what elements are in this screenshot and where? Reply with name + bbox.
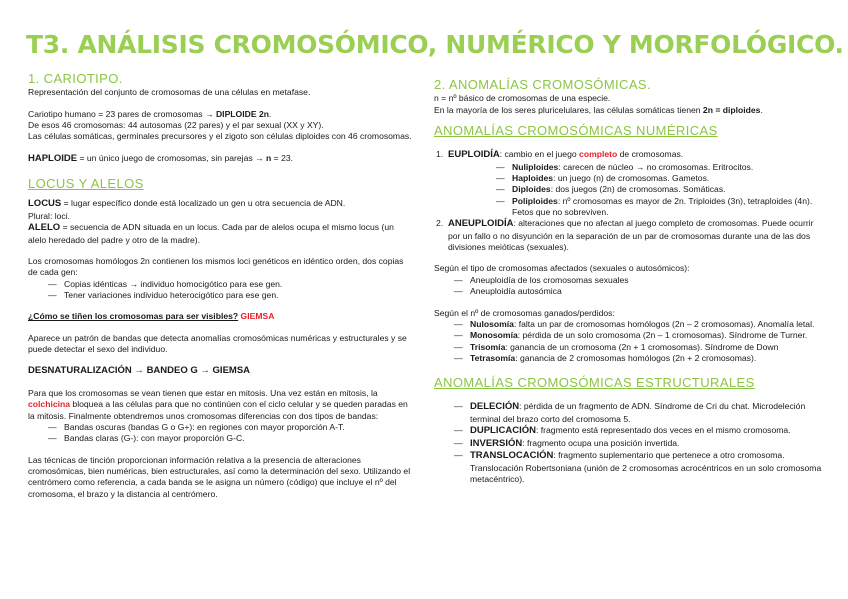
cariotipo-definition: Representación del conjunto de cromosomas de una células en metafase. <box>28 87 311 98</box>
tipo-list <box>454 275 826 298</box>
num-cromosomas-list <box>454 319 826 364</box>
cromosomas-line: De esos 46 cromosomas: 44 autosomas (22 pares) y el par sexual (XX y XY). <box>28 119 324 130</box>
list-item: — Trisomía: ganancia de un cromosoma (2n + 1 cromosomas). Síndrome de Down <box>454 342 826 353</box>
cariotipo-heading: 1. CARIOTIPO. <box>28 71 123 86</box>
list-item: 2. ANEUPLOIDÍA: alteraciones que no afectan al juego completo de cromosomas. Puede ocurrir por un fallo o no disyunción en la separación de un par de cromosomas durante una de las dos divisiones meióticas (sexuales). <box>436 218 814 253</box>
cariotipo-humano: Cariotipo humano = 23 pares de cromosomas → DIPLOIDE 2n. <box>28 108 272 119</box>
desnaturalizacion-line: DESNATURALIZACIÓN → BANDEO G → GIEMSA <box>28 365 251 377</box>
euploidia-term: EUPLOIDÍA <box>448 149 500 160</box>
list-item: — Tetrasomía: ganancia de 2 cromosomas homólogos (2n + 2 cromosomas). <box>454 353 826 364</box>
list-item: — Nuliploides: carecen de núcleo → no cromosomas. Eritrocitos. <box>496 162 826 173</box>
list-item: — DELECIÓN: pérdida de un fragmento de ADN. Síndrome de Cri du chat. Microdeleción terminal del brazo corto del cromosoma 5. <box>454 401 826 425</box>
completo-highlight: completo <box>579 149 618 159</box>
numericas-list <box>436 149 826 253</box>
estructurales-heading: ANOMALÍAS CROMOSÓMICAS ESTRUCTURALES <box>434 375 755 391</box>
euploidia-sublist <box>496 162 826 219</box>
locus-term: LOCUS <box>28 198 62 210</box>
bandas-list <box>48 422 413 445</box>
list-item: — Tener variaciones individuo heterocigótico para ese gen. <box>48 290 413 301</box>
list-item: — Aneuploidía de los cromosomas sexuales <box>454 275 826 286</box>
numericas-heading: ANOMALÍAS CROMOSÓMICAS NUMÉRICAS <box>434 122 718 138</box>
left-column <box>28 70 413 500</box>
haploide-term: HAPLOIDE <box>28 152 78 164</box>
tecnicas-text: Las técnicas de tinción proporcionan información relativa a la presencia de alteraciones cromosómicas, bien numéricas, bien estructurales, así como la determinación del sexo. Utilizando el centrómero como referencia, a cada banda se le asigna un número (código) que incluye el nº del cromosoma, el brazo y la distancia al centrómero. <box>28 454 411 499</box>
colchicina-highlight: colchicina <box>28 399 71 410</box>
list-item: — Bandas claras (G-): con mayor proporción G-C. <box>48 433 413 444</box>
n-line: n = nº básico de cromosomas de una especie. <box>434 93 611 104</box>
giemsa-highlight: GIEMSA <box>240 311 275 322</box>
list-item: — Bandas oscuras (bandas G o G+): en regiones con mayor proporción A-T. <box>48 422 413 433</box>
homologos-list <box>48 279 413 302</box>
list-item: — TRANSLOCACIÓN: fragmento suplementario que pertenece a otro cromosoma. Translocación Robertsoniana (unión de 2 cromosomas acrocéntricos en un solo cromosoma metacéntrico). <box>454 450 826 485</box>
aneuploidia-term: ANEUPLOIDÍA <box>448 218 514 230</box>
celulas-line: Las células somáticas, germinales precursores y el zigoto son células diploides con 46 cromosomas. <box>28 131 412 142</box>
plural-line: Plural: loci. <box>28 210 71 221</box>
mitosis-text: Para que los cromosomas se vean tienen que estar en mitosis. Una vez están en mitosis, la colchicina bloquea a las células para que no continúen con el ciclo celular y se queden paradas en la mitosis. Finalmente obtendremos unos cromosomas diferencias con dos tipos de bandas: <box>28 387 408 421</box>
list-item: — Diploides: dos juegos (2n) de cromosomas. Somáticas. <box>496 184 826 195</box>
mayoria-line: En la mayoría de los seres pluricelulares, las células somáticas tienen 2n = diploides. <box>434 104 763 115</box>
list-item: — INVERSIÓN: fragmento ocupa una posición invertida. <box>454 438 826 451</box>
list-item: — DUPLICACIÓN: fragmento está representado dos veces en el mismo cromosoma. <box>454 425 826 438</box>
list-item: — Poliploides: nº cromosomas es mayor de 2n. Triploides (3n), tetraploides (4n). Fetos que no sobreviven. <box>496 196 826 219</box>
page-title: T3. ANÁLISIS CROMOSÓMICO, NUMÉRICO Y MORFOLÓGICO. <box>26 30 844 59</box>
segun-num: Según el nº de cromosomas ganados/perdidos: <box>434 307 615 318</box>
giemsa-question: ¿Cómo se tiñen los cromosomas para ser visibles? GIEMSA <box>28 311 275 322</box>
alelo-definition: ALELO = secuencia de ADN situada en un locus. Cada par de alelos ocupa el mismo locus (un alelo heredado del padre y otro de la madre). <box>28 222 394 245</box>
locus-definition: LOCUS = lugar específico donde está localizado un gen u otra secuencia de ADN. <box>28 198 346 210</box>
anomalias-heading: 2. ANOMALÍAS CROMOSÓMICAS. <box>434 77 651 92</box>
diploide-term: DIPLOIDE 2n <box>215 108 269 119</box>
locus-alelos-heading: LOCUS Y ALELOS <box>28 176 144 192</box>
bandas-text: Aparece un patrón de bandas que detecta anomalías cromosómicas numéricas y estructurales y se puede detectar el sexo del individuo. <box>28 332 407 355</box>
alelo-term: ALELO <box>28 222 61 234</box>
list-item: — Monosomía: pérdida de un solo cromosoma (2n – 1 cromosomas). Síndrome de Turner. <box>454 330 826 341</box>
list-item: — Aneuploidía autosómica <box>454 286 826 297</box>
list-item: 1. EUPLOIDÍA: cambio en el juego completo de cromosomas. — Nuliploides: carecen de núcleo → no cromosomas. Eritrocitos. — Haploides: un juego (n) de cromosomas. Gametos. — Diploides: dos juegos (2n) de cromosomas. Somáticas. — Poliploides: nº cromosomas es mayor de 2n. Triploides (3n), tetraploides (4n). Fetos que no sobreviven. <box>436 149 826 218</box>
segun-tipo: Según el tipo de cromosomas afectados (sexuales o autosómicos): <box>434 263 690 274</box>
right-column <box>434 70 826 486</box>
list-item: — Nulosomía: falta un par de cromosomas homólogos (2n – 2 cromosomas). Anomalía letal. <box>454 319 826 330</box>
homologos-text: Los cromosomas homólogos 2n contienen los mismos loci genéticos en idéntico orden, dos copias de cada gen: <box>28 255 404 278</box>
list-item: — Haploides: un juego (n) de cromosomas. Gametos. <box>496 173 826 184</box>
haploide-line: HAPLOIDE = un único juego de cromosomas, sin parejas → n = 23. <box>28 152 294 164</box>
estructurales-list <box>454 401 826 485</box>
list-item: — Copias idénticas → individuo homocigótico para ese gen. <box>48 279 413 290</box>
